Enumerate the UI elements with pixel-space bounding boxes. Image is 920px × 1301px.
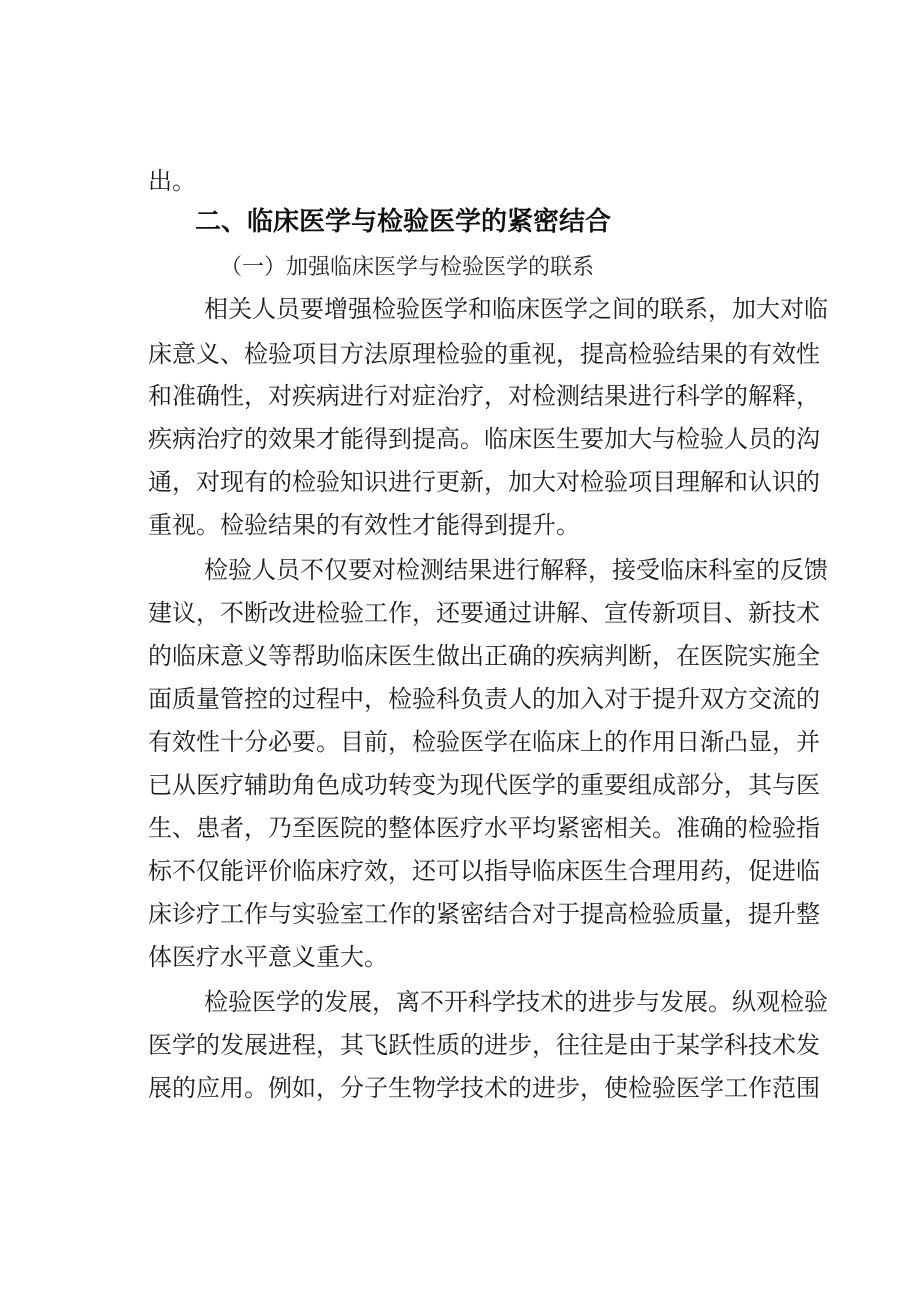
paragraph-line: 有效性十分必要。目前，检验医学在临床上的作用日渐凸显，并 — [148, 728, 820, 756]
paragraph-line: 通，对现有的检验知识进行更新，加大对检验项目理解和认识的 — [148, 468, 820, 496]
paragraph-line: 生、患者，乃至医院的整体医疗水平均紧密相关。准确的检验指 — [148, 814, 820, 842]
section-heading: 二、临床医学与检验医学的紧密结合 — [195, 207, 612, 237]
paragraph-line: 面质量管控的过程中，检验科负责人的加入对于提升双方交流的 — [148, 685, 820, 713]
paragraph-line: 医学的发展进程，其飞跃性质的进步，往往是由于某学科技术发 — [148, 1031, 820, 1059]
paragraph-line: 已从医疗辅助角色成功转变为现代医学的重要组成部分，其与医 — [148, 771, 820, 799]
subsection-heading: （一）加强临床医学与检验医学的联系 — [220, 255, 595, 280]
paragraph-line: 床诊疗工作与实验室工作的紧密结合对于提高检验质量，提升整 — [148, 900, 820, 928]
paragraph-line: 展的应用。例如，分子生物学技术的进步，使检验医学工作范围 — [148, 1074, 820, 1102]
paragraph-line: 体医疗水平意义重大。 — [148, 943, 388, 971]
paragraph-line: 建议，不断改进检验工作，还要通过讲解、宣传新项目、新技术 — [148, 599, 820, 627]
continuation-text: 出。 — [148, 167, 196, 195]
paragraph-line: 相关人员要增强检验医学和临床医学之间的联系，加大对临 — [204, 295, 828, 323]
paragraph-line: 床意义、检验项目方法原理检验的重视，提高检验结果的有效性 — [148, 340, 820, 368]
paragraph-line: 检验医学的发展，离不开科学技术的进步与发展。纵观检验 — [204, 988, 828, 1016]
paragraph-line: 标不仅能评价临床疗效，还可以指导临床医生合理用药，促进临 — [148, 857, 820, 885]
paragraph-line: 检验人员不仅要对检测结果进行解释，接受临床科室的反馈 — [204, 556, 828, 584]
paragraph-line: 和准确性，对疾病进行对症治疗，对检测结果进行科学的解释， — [148, 382, 820, 410]
paragraph-line: 的临床意义等帮助临床医生做出正确的疾病判断，在医院实施全 — [148, 642, 820, 670]
paragraph-line: 重视。检验结果的有效性才能得到提升。 — [148, 511, 580, 539]
paragraph-line: 疾病治疗的效果才能得到提高。临床医生要加大与检验人员的沟 — [148, 425, 820, 453]
